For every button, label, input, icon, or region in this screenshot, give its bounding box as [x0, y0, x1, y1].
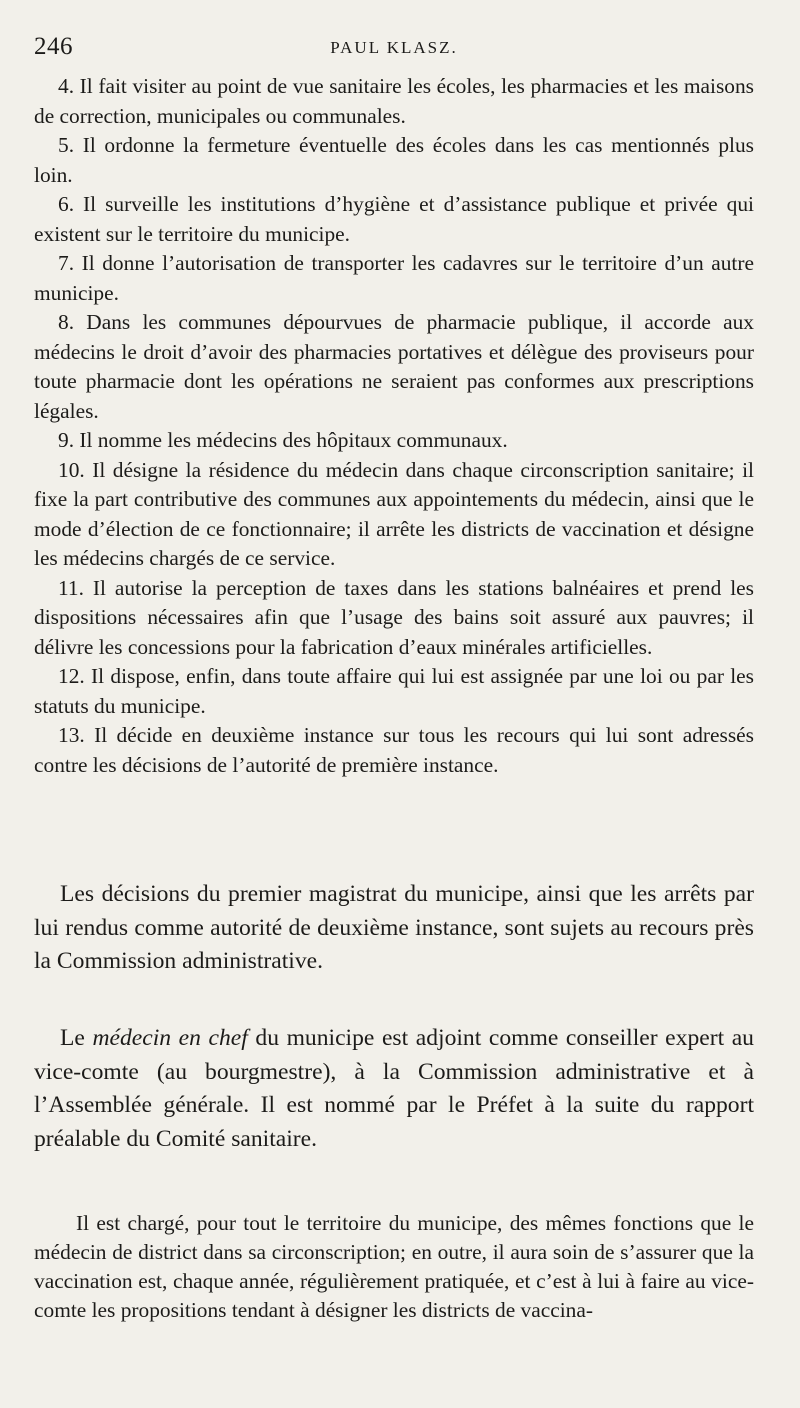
numbered-list	[34, 72, 754, 780]
list-item: 4. Il fait visiter au point de vue sanitaire les écoles, les pharmacies et les maisons de correction, municipales ou communales.	[34, 74, 754, 128]
list-item: 7. Il donne l’autorisation de transporter les cadavres sur le territoire d’un autre municipe.	[34, 251, 754, 305]
paragraph-fonctions	[34, 1209, 754, 1325]
list-item: 8. Dans les communes dépourvues de pharmacie publique, il accorde aux médecins le droit d’avoir des pharmacies portatives et délègue des proviseurs pour toute pharmacie dont les opérations ne seraient pas conformes aux prescriptions légales.	[34, 310, 754, 423]
paragraph-recours	[34, 878, 754, 979]
paragraph-text: Les décisions du premier magistrat du municipe, ainsi que les arrêts par lui rendus comme autorité de deuxième instance, sont sujets au recours près la Commission administrative.	[34, 881, 754, 974]
paragraph-text-start: Le	[60, 1025, 93, 1051]
paragraph-medecin-en-chef	[34, 1022, 754, 1156]
list-item: 6. Il surveille les institutions d’hygiène et d’assistance publique et privée qui existent sur le territoire du municipe.	[34, 192, 754, 246]
running-head: PAUL KLASZ.	[330, 38, 458, 57]
list-item: 9. Il nomme les médecins des hôpitaux communaux.	[58, 428, 508, 452]
paragraph-text	[34, 1022, 754, 1156]
list-item: 13. Il décide en deuxième instance sur tous les recours qui lui sont adressés contre les décisions de l’autorité de première instance.	[34, 723, 754, 777]
list-item: 10. Il désigne la résidence du médecin dans chaque circonscription sanitaire; il fixe la part contributive des communes aux appointements du médecin, ainsi que le mode d’élection de ce fonctionnaire; il arrête les districts de vaccination et désigne les médecins chargés de ce service.	[34, 457, 754, 570]
page-number: 246	[34, 33, 73, 60]
paragraph-text: Il est chargé, pour tout le territoire du municipe, des mêmes fonctions que le médecin de district dans sa circonscription; en outre, il aura soin de s’assurer que la vaccination est, chaque année, régulièrement pratiquée, et c’est à lui à faire au vice-comte les propositions tendant à désigner les districts de vaccina-	[34, 1211, 754, 1322]
list-item: 12. Il dispose, enfin, dans toute affaire qui lui est assignée par une loi ou par les statuts du municipe.	[34, 664, 754, 718]
list-item: 5. Il ordonne la fermeture éventuelle des écoles dans les cas mentionnés plus loin.	[34, 133, 754, 187]
list-item: 11. Il autorise la perception de taxes dans les stations balnéaires et prend les dispositions nécessaires afin que l’usage des bains soit assuré aux pauvres; il délivre les concessions pour la fabrication d’eaux minérales artificielles.	[34, 575, 754, 659]
page-header	[34, 33, 754, 63]
paragraph-text-rest: du municipe est adjoint comme conseiller expert au vice-comte (au bourgmestre), à la Commission administrative et à l’Assemblée générale. Il est nommé par le Préfet à la suite du rapport préalable du Comité sanitaire.	[34, 1025, 754, 1152]
italic-term: médecin en chef	[92, 1025, 248, 1051]
